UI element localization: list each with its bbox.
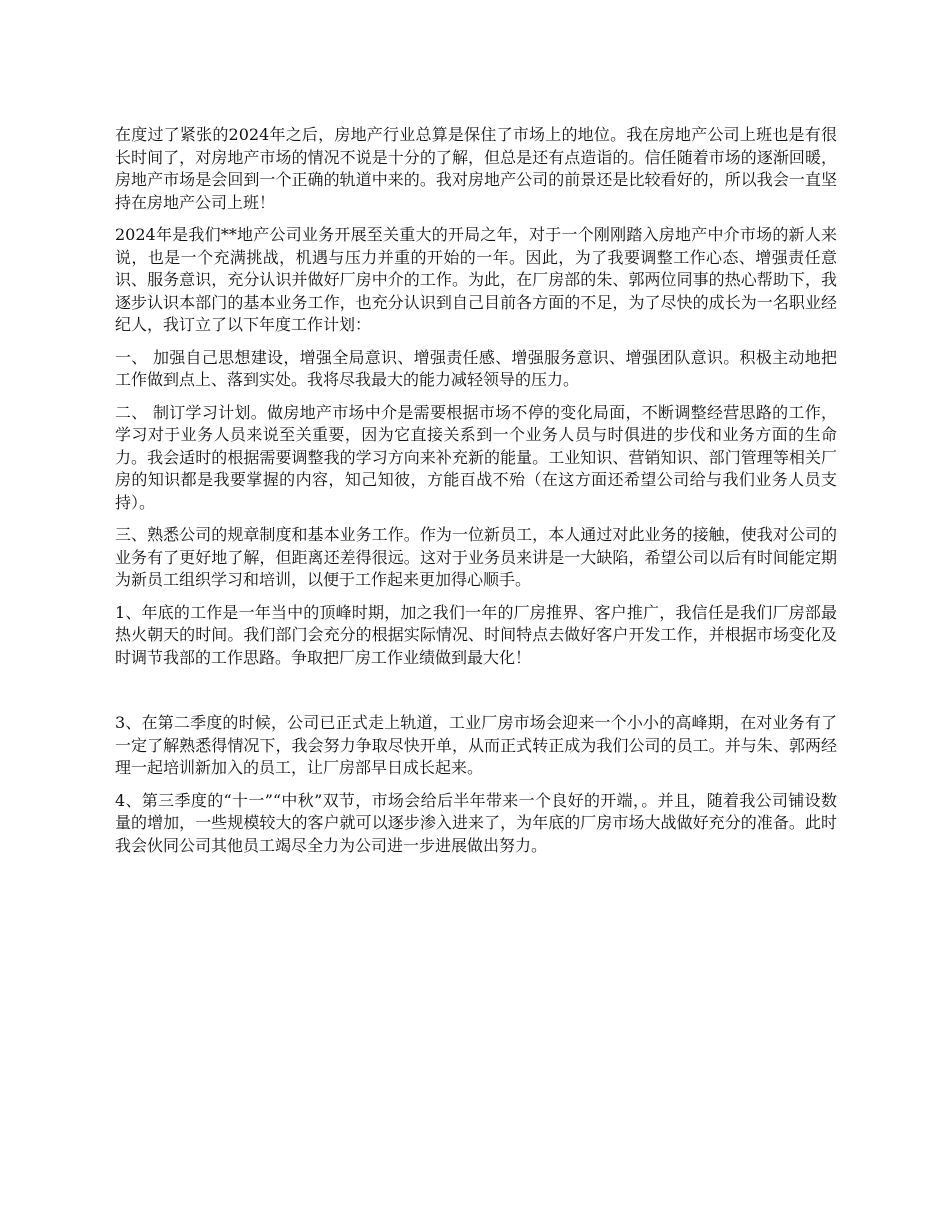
paragraph-intro: 在度过了紧张的2024年之后，房地产行业总算是保住了市场上的地位。我在房地产公司上班也是有很长时间了，对房地产市场的情况不说是十分的了解，但总是还有点造诣的。信任随着市场的逐渐回暖，房地产市场是会回到一个正确的轨道中来的。我对房地产公司的前景还是比较看好的，所以我会一直坚持在房地产公司上班！ bbox=[115, 125, 837, 212]
paragraph-point-three: 三、熟悉公司的规章制度和基本业务工作。作为一位新员工，本人通过对此业务的接触，使我对公司的业务有了更好地了解，但距离还差得很远。这对于业务员来讲是一大缺陷，希望公司以后有时间能定期为新员工组织学习和培训，以便于工作起来更加得心顺手。 bbox=[115, 525, 837, 589]
paragraph-point-two: 二、 制订学习计划。做房地产市场中介是需要根据市场不停的变化局面，不断调整经营思路的工作，学习对于业务人员来说至关重要，因为它直接关系到一个业务人员与时俱进的步伐和业务方面的生命力。我会适时的根据需要调整我的学习方向来补充新的能量。工业知识、营销知识、部门管理等相关厂房的知识都是我要掌握的内容，知己知彼，方能百战不殆（在这方面还希望公司给与我们业务人员支持）。 bbox=[115, 402, 837, 512]
paragraph-opening-year: 2024年是我们**地产公司业务开展至关重大的开局之年，对于一个刚刚踏入房地产中介市场的新人来说，也是一个充满挑战，机遇与压力并重的开始的一年。因此，为了我要调整工作心态、增强责任意识、服务意识，充分认识并做好厂房中介的工作。为此，在厂房部的朱、郭两位同事的热心帮助下，我逐步认识本部门的基本业务工作，也充分认识到自己目前各方面的不足，为了尽快的成长为一名职业经纪人，我订立了以下年度工作计划： bbox=[115, 225, 837, 334]
blank-gap bbox=[115, 679, 837, 712]
paragraph-item-3: 3、在第二季度的时候，公司已正式走上轨道，工业厂房市场会迎来一个小小的高峰期，在对业务有了一定了解熟悉得情况下，我会努力争取尽快开单，从而正式转正成为我们公司的员工。并与朱、郭两经理一起培训新加入的员工，让厂房部早日成长起来。 bbox=[115, 713, 837, 777]
paragraph-item-4: 4、第三季度的“十一”“中秋”双节，市场会给后半年带来一个良好的开端，。并且，随着我公司铺设数量的增加，一些规模较大的客户就可以逐步渗入进来了，为年底的厂房市场大战做好充分的准备。此时我会伙同公司其他员工竭尽全力为公司进一步进展做出努力。 bbox=[115, 790, 837, 855]
paragraph-item-1: 1、年底的工作是一年当中的顶峰时期，加之我们一年的厂房推界、客户推广，我信任是我们厂房部最热火朝天的时间。我们部门会充分的根据实际情况、时间特点去做好客户开发工作，并根据市场变化及时调节我部的工作思路。争取把厂房工作业绩做到最大化！ bbox=[115, 602, 837, 667]
document-body bbox=[115, 124, 837, 867]
paragraph-point-one: 一、 加强自己思想建设，增强全局意识、增强责任感、增强服务意识、增强团队意识。积极主动地把工作做到点上、落到实处。我将尽我最大的能力减轻领导的压力。 bbox=[115, 347, 837, 389]
